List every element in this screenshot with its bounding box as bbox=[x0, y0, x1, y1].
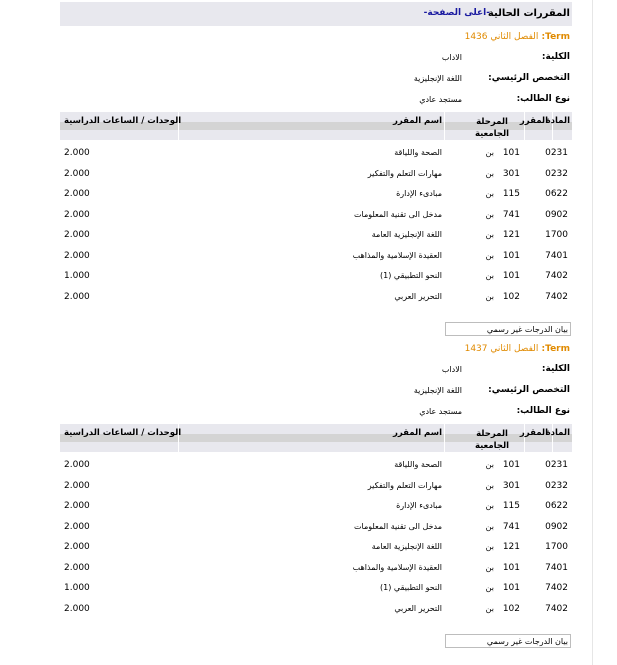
table-row bbox=[60, 206, 572, 226]
course-level: بن bbox=[485, 148, 494, 157]
term-name: الفصل الثاني 1436 bbox=[464, 32, 539, 42]
course-units: 2.000 bbox=[64, 603, 90, 614]
course-number: 741 bbox=[502, 521, 520, 532]
subject-code: 0231 bbox=[545, 148, 568, 158]
column-header-subject: المادة bbox=[545, 116, 570, 126]
course-units: 2.000 bbox=[64, 521, 90, 532]
unofficial-grades-button[interactable]: بيان الدرجات غير رسمي bbox=[445, 322, 571, 336]
course-number: 101 bbox=[502, 250, 520, 261]
column-header-subject: المادة bbox=[545, 428, 570, 438]
course-name: مبادىء الإدارة bbox=[396, 189, 442, 198]
course-name: العقيدة الإسلامية والمذاهب bbox=[352, 562, 442, 572]
major-value: اللغة الإنجليزية bbox=[413, 386, 462, 395]
college-label: الكلية: bbox=[541, 52, 570, 62]
course-name: التحرير العربي bbox=[394, 603, 442, 613]
course-name: اللغة الإنجليزية العامة bbox=[371, 230, 442, 239]
subject-code: 7401 bbox=[545, 562, 568, 573]
course-number: 741 bbox=[502, 209, 520, 220]
course-level: بن bbox=[485, 603, 494, 613]
column-header-units: الوحدات / الساعات الدراسية bbox=[64, 428, 182, 438]
course-number: 121 bbox=[502, 542, 520, 552]
course-units: 1.000 bbox=[64, 271, 90, 281]
course-number: 115 bbox=[502, 189, 520, 199]
table-row bbox=[60, 559, 572, 579]
subject-code: 7402 bbox=[545, 583, 568, 593]
course-units: 1.000 bbox=[64, 583, 90, 593]
course-name: مهارات التعلم والتفكير bbox=[367, 168, 442, 178]
column-header-course: المقرر bbox=[519, 116, 548, 126]
table-row bbox=[60, 226, 572, 246]
student-type-label: نوع الطالب: bbox=[516, 94, 570, 104]
table-row bbox=[60, 267, 572, 287]
subject-code: 0902 bbox=[545, 209, 568, 220]
major-label: التخصص الرئيسي: bbox=[488, 385, 570, 395]
course-number: 301 bbox=[502, 168, 520, 179]
table-row bbox=[60, 579, 572, 599]
header-separator bbox=[444, 424, 445, 452]
course-units: 2.000 bbox=[64, 189, 90, 199]
subject-code: 0231 bbox=[545, 460, 568, 470]
course-name: مبادىء الإدارة bbox=[396, 501, 442, 510]
course-number: 115 bbox=[502, 501, 520, 511]
course-units: 2.000 bbox=[64, 250, 90, 261]
subject-code: 0622 bbox=[545, 501, 568, 511]
college-value: الاداب bbox=[441, 365, 462, 374]
course-number: 121 bbox=[502, 230, 520, 240]
course-number: 101 bbox=[502, 583, 520, 593]
subject-code: 7401 bbox=[545, 250, 568, 261]
student-type-value: مستجد عادي bbox=[419, 95, 462, 104]
subject-code: 7402 bbox=[545, 603, 568, 614]
course-units: 2.000 bbox=[64, 209, 90, 220]
course-level: بن bbox=[485, 521, 494, 531]
subject-code: 1700 bbox=[545, 542, 568, 552]
course-units: 2.000 bbox=[64, 501, 90, 511]
table-row bbox=[60, 185, 572, 205]
course-level: بن bbox=[485, 501, 494, 510]
course-name: التحرير العربي bbox=[394, 291, 442, 301]
term-section bbox=[60, 342, 572, 652]
column-header-units: الوحدات / الساعات الدراسية bbox=[64, 116, 182, 126]
course-name: النحو التطبيقي (1) bbox=[380, 583, 442, 592]
course-units: 2.000 bbox=[64, 148, 90, 158]
major-value: اللغة الإنجليزية bbox=[413, 74, 462, 83]
course-name: مدخل الى تقنية المعلومات bbox=[353, 521, 442, 531]
table-row bbox=[60, 288, 572, 308]
course-name: النحو التطبيقي (1) bbox=[380, 271, 442, 280]
course-units: 2.000 bbox=[64, 168, 90, 179]
table-row bbox=[60, 538, 572, 558]
table-row bbox=[60, 518, 572, 538]
page-title: المقررات الحالية bbox=[487, 8, 570, 19]
table-row bbox=[60, 247, 572, 267]
course-name: اللغة الإنجليزية العامة bbox=[371, 542, 442, 551]
courses-page bbox=[60, 0, 572, 665]
course-level: بن bbox=[485, 480, 494, 490]
header-bar bbox=[60, 2, 572, 26]
course-level: بن bbox=[485, 250, 494, 260]
term-name: الفصل الثاني 1437 bbox=[464, 344, 539, 354]
course-level: بن bbox=[485, 291, 494, 301]
column-header-level: المرحلة الجامعية bbox=[474, 117, 510, 139]
course-name: العقيدة الإسلامية والمذاهب bbox=[352, 250, 442, 260]
header-separator bbox=[444, 112, 445, 140]
column-header-level: المرحلة الجامعية bbox=[474, 429, 510, 451]
course-level: بن bbox=[485, 168, 494, 178]
term-label: Term: bbox=[541, 344, 570, 354]
course-units: 2.000 bbox=[64, 460, 90, 470]
student-type-value: مستجد عادي bbox=[419, 407, 462, 416]
right-border-line bbox=[592, 0, 593, 665]
course-units: 2.000 bbox=[64, 230, 90, 240]
college-label: الكلية: bbox=[541, 364, 570, 374]
course-level: بن bbox=[485, 271, 494, 280]
course-units: 2.000 bbox=[64, 480, 90, 491]
subject-code: 0232 bbox=[545, 168, 568, 179]
course-level: بن bbox=[485, 583, 494, 592]
table-header bbox=[60, 112, 572, 140]
table-row bbox=[60, 165, 572, 185]
subject-code: 0232 bbox=[545, 480, 568, 491]
course-name: الصحة واللياقة bbox=[394, 148, 442, 157]
student-type-label: نوع الطالب: bbox=[516, 406, 570, 416]
term-section bbox=[60, 30, 572, 340]
table-row bbox=[60, 497, 572, 517]
term-heading bbox=[465, 32, 570, 42]
course-units: 2.000 bbox=[64, 291, 90, 302]
course-number: 102 bbox=[502, 291, 520, 302]
course-name: مدخل الى تقنية المعلومات bbox=[353, 209, 442, 219]
course-level: بن bbox=[485, 562, 494, 572]
unofficial-grades-button[interactable]: بيان الدرجات غير رسمي bbox=[445, 634, 571, 648]
course-units: 2.000 bbox=[64, 542, 90, 552]
course-name: مهارات التعلم والتفكير bbox=[367, 480, 442, 490]
course-units: 2.000 bbox=[64, 562, 90, 573]
course-number: 301 bbox=[502, 480, 520, 491]
subject-code: 1700 bbox=[545, 230, 568, 240]
table-row bbox=[60, 456, 572, 476]
course-number: 101 bbox=[502, 562, 520, 573]
course-number: 101 bbox=[502, 460, 520, 470]
major-label: التخصص الرئيسي: bbox=[488, 73, 570, 83]
subject-code: 0622 bbox=[545, 189, 568, 199]
course-number: 101 bbox=[502, 271, 520, 281]
term-heading bbox=[465, 344, 570, 354]
column-header-course: المقرر bbox=[519, 428, 548, 438]
subject-code: 0902 bbox=[545, 521, 568, 532]
course-level: بن bbox=[485, 189, 494, 198]
course-name: الصحة واللياقة bbox=[394, 460, 442, 469]
course-level: بن bbox=[485, 542, 494, 551]
course-level: بن bbox=[485, 230, 494, 239]
course-level: بن bbox=[485, 460, 494, 469]
course-level: بن bbox=[485, 209, 494, 219]
table-row bbox=[60, 144, 572, 164]
top-of-page-link[interactable]: -اعلى الصفحة- bbox=[423, 8, 490, 18]
column-header-course-name: اسم المقرر bbox=[393, 428, 442, 438]
subject-code: 7402 bbox=[545, 271, 568, 281]
table-row bbox=[60, 600, 572, 620]
course-number: 102 bbox=[502, 603, 520, 614]
college-value: الاداب bbox=[441, 53, 462, 62]
table-header bbox=[60, 424, 572, 452]
course-number: 101 bbox=[502, 148, 520, 158]
column-header-course-name: اسم المقرر bbox=[393, 116, 442, 126]
table-row bbox=[60, 477, 572, 497]
term-label: Term: bbox=[541, 32, 570, 42]
subject-code: 7402 bbox=[545, 291, 568, 302]
